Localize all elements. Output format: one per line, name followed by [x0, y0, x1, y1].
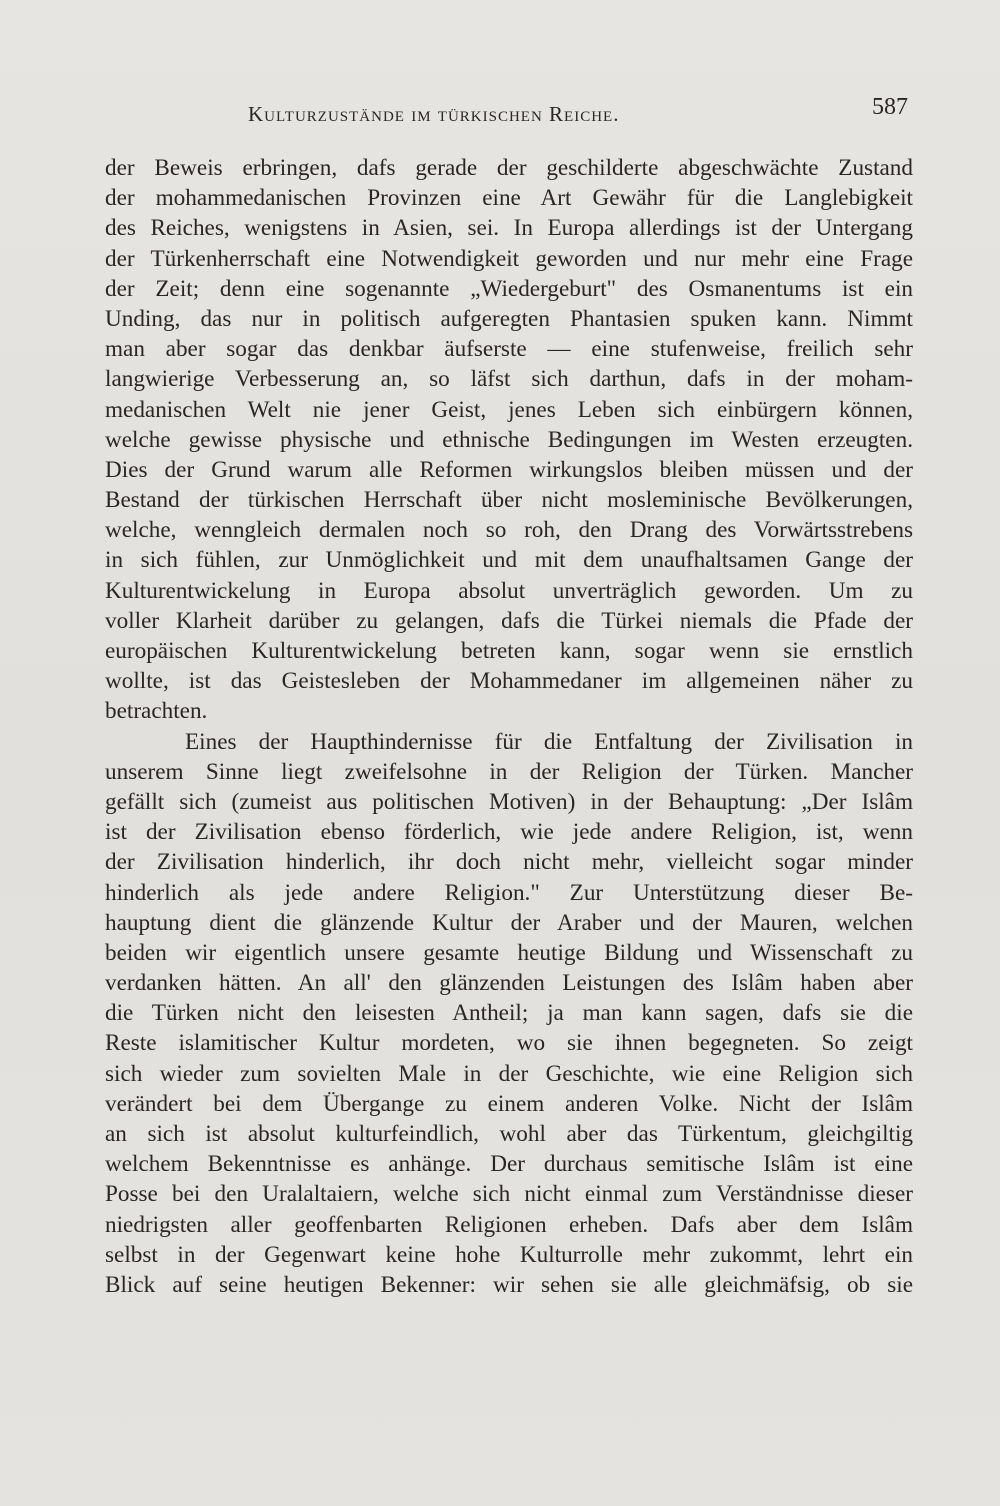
text-line: der mohammedanischen Provinzen eine Art Gewähr für die Langlebigkeit: [105, 185, 913, 212]
text-line: verdanken hätten. An all' den glänzenden Leistungen des Islâm haben aber: [105, 970, 913, 997]
page-number: 587: [872, 94, 908, 120]
text-line: langwierige Verbesserung an, so läfst sich darthun, dafs in der moham-: [105, 366, 913, 393]
text-line: Blick auf seine heutigen Bekenner: wir sehen sie alle gleichmäfsig, ob sie: [105, 1271, 913, 1298]
text-line: verändert bei dem Übergange zu einem anderen Volke. Nicht der Islâm: [105, 1090, 913, 1117]
page-header: [105, 94, 908, 128]
text-line: in sich fühlen, zur Unmöglichkeit und mit dem unaufhaltsamen Gange der: [105, 547, 913, 574]
text-line: an sich ist absolut kulturfeindlich, wohl aber das Türkentum, gleichgiltig: [105, 1121, 913, 1147]
text-line: des Reiches, wenigstens in Asien, sei. In Europa allerdings ist der Untergang: [105, 215, 913, 242]
text-line: Reste islamitischer Kultur mordeten, wo sie ihnen begegneten. So zeigt: [105, 1030, 913, 1057]
paragraph-start-line: Eines der Haupthindernisse für die Entfaltung der Zivilisation in: [185, 728, 913, 755]
running-title: Kulturzustände im türkischen Reiche.: [248, 102, 620, 126]
body-text: [105, 153, 913, 1300]
text-line: niedrigsten aller geoffenbarten Religionen erheben. Dafs aber dem Islâm: [105, 1211, 913, 1238]
text-line: europäischen Kulturentwickelung betreten kann, sogar wenn sie ernstlich: [105, 638, 913, 664]
text-line: beiden wir eigentlich unsere gesamte heutige Bildung und Wissenschaft zu: [105, 939, 913, 966]
text-line: der Beweis erbringen, dafs gerade der geschilderte abgeschwächte Zustand: [105, 155, 913, 181]
text-line: der Türkenherrschaft eine Notwendigkeit geworden und nur mehr eine Frage: [105, 245, 913, 272]
text-line: ist der Zivilisation ebenso förderlich, wie jede andere Religion, ist, wenn: [105, 819, 913, 846]
text-line: unserem Sinne liegt zweifelsohne in der Religion der Türken. Mancher: [105, 758, 913, 785]
text-line: medanischen Welt nie jener Geist, jenes Leben sich einbürgern können,: [105, 396, 913, 423]
text-line: welchem Bekenntnisse es anhänge. Der durchaus semitische Islâm ist eine: [105, 1151, 913, 1178]
text-line: wollte, ist das Geistesleben der Mohammedaner im allgemeinen näher zu: [105, 668, 913, 695]
text-line: Posse bei den Uralaltaiern, welche sich nicht einmal zum Verständnisse dieser: [105, 1181, 913, 1208]
text-line: die Türken nicht den leisesten Antheil; ja man kann sagen, dafs sie die: [105, 1000, 913, 1027]
text-line: hauptung dient die glänzende Kultur der Araber und der Mauren, welchen: [105, 909, 913, 936]
text-line: hinderlich als jede andere Religion." Zur Unterstützung dieser Be-: [105, 879, 913, 906]
text-line: der Zivilisation hinderlich, ihr doch nicht mehr, vielleicht sogar minder: [105, 849, 913, 876]
text-line: Dies der Grund warum alle Reformen wirkungslos bleiben müssen und der: [105, 456, 913, 483]
text-line: Kulturentwickelung in Europa absolut unverträglich geworden. Um zu: [105, 577, 913, 604]
text-line: sich wieder zum sovielten Male in der Geschichte, wie eine Religion sich: [105, 1060, 913, 1087]
text-line: voller Klarheit darüber zu gelangen, dafs die Türkei niemals die Pfade der: [105, 607, 913, 634]
text-line: Bestand der türkischen Herrschaft über nicht mosleminische Bevölkerungen,: [105, 487, 913, 514]
text-line: man aber sogar das denkbar äufserste — eine stufenweise, freilich sehr: [105, 336, 913, 363]
text-line: der Zeit; denn eine sogenannte „Wiedergeburt" des Osmanentums ist ein: [105, 275, 913, 302]
text-line: welche, wenngleich dermalen noch so roh, den Drang des Vorwärtsstrebens: [105, 517, 913, 544]
text-line: Unding, das nur in politisch aufgeregten Phantasien spuken kann. Nimmt: [105, 305, 913, 332]
paragraph-end-line: betrachten.: [105, 698, 208, 725]
text-line: welche gewisse physische und ethnische Bedingungen im Westen erzeugten.: [105, 426, 913, 453]
text-line: selbst in der Gegenwart keine hohe Kulturrolle mehr zukommt, lehrt ein: [105, 1241, 913, 1268]
text-line: gefällt sich (zumeist aus politischen Motiven) in der Behauptung: „Der Islâm: [105, 788, 913, 815]
